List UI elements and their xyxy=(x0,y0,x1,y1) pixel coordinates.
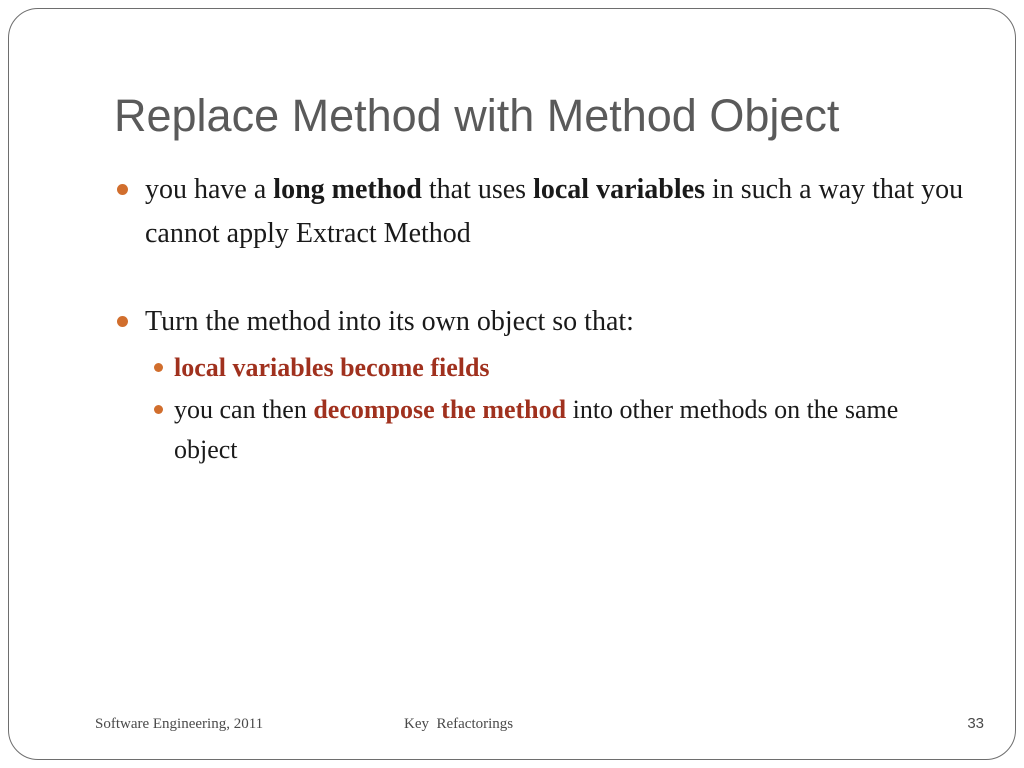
sub-bullet-dot-icon xyxy=(154,405,163,414)
slide-title: Replace Method with Method Object xyxy=(114,90,840,141)
sub-bullet-list xyxy=(114,348,964,470)
bullet-dot-icon xyxy=(117,184,128,195)
sub-bullet-item xyxy=(144,348,964,388)
bullet-item xyxy=(114,168,964,256)
page-number: 33 xyxy=(967,715,984,732)
sub-bullet-text-run: into other methods on the same object xyxy=(174,395,899,464)
sub-bullet-text-emphasis: local variables become fields xyxy=(174,353,490,382)
bullet-text-bold: long method xyxy=(273,174,422,205)
bullet-text-run: in such a way that you cannot apply Extract Method xyxy=(145,174,964,249)
slide-body xyxy=(114,168,964,470)
bullet-text-run: that uses xyxy=(421,174,534,205)
sub-bullet-text-run: you can then xyxy=(174,395,314,424)
bullet-text-bold: local variables xyxy=(533,174,705,205)
sub-bullet-text-emphasis: decompose the method xyxy=(313,395,567,424)
bullet-item xyxy=(114,300,964,344)
bullet-dot-icon xyxy=(117,316,128,327)
bullet-text-run: you have a xyxy=(145,174,274,205)
footer-topic: Key Refactorings xyxy=(404,716,514,732)
bullet-text-run: Turn the method into its own object so that: xyxy=(145,306,634,337)
sub-bullet-dot-icon xyxy=(154,363,163,372)
sub-bullet-item xyxy=(144,390,964,470)
footer-course: Software Engineering, 2011 xyxy=(95,716,264,732)
